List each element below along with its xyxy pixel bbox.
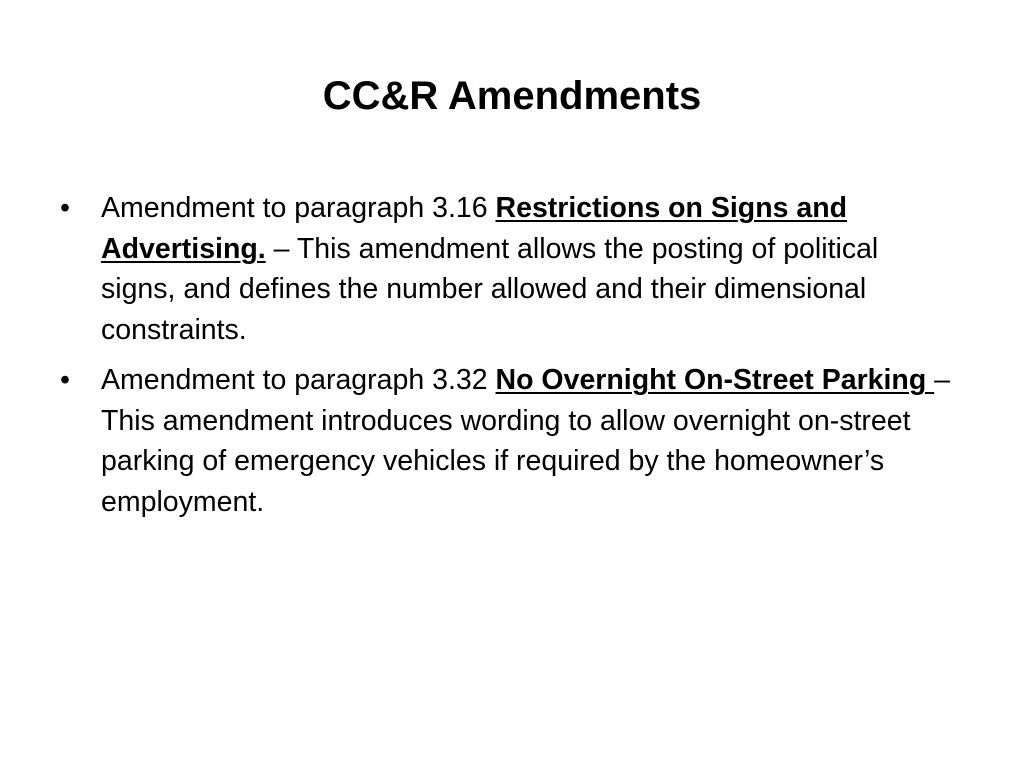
bullet-body-text: – This amendment introduces wording to allow overnight on-street parking of emergency vehicles if required by the homeowner’s employment.	[101, 364, 951, 518]
bullet-icon: •	[60, 364, 70, 396]
section-heading-parking: No Overnight On-Street Parking	[495, 364, 935, 396]
bullet-list	[60, 188, 960, 532]
bullet-item-overnight-parking	[60, 360, 960, 522]
bullet-lead-text: Amendment to paragraph 3.32	[101, 364, 496, 396]
bullet-icon: •	[60, 192, 70, 224]
section-heading-signs: Restrictions on Signs and Advertising.	[101, 192, 848, 265]
bullet-body-text: – This amendment allows the posting of political signs, and defines the number allowed and their dimensional constraints.	[101, 232, 879, 346]
bullet-item-sign-restrictions	[60, 188, 960, 350]
bullet-lead-text: Amendment to paragraph 3.16	[101, 192, 496, 224]
slide-title: CC&R Amendments	[322, 74, 702, 118]
